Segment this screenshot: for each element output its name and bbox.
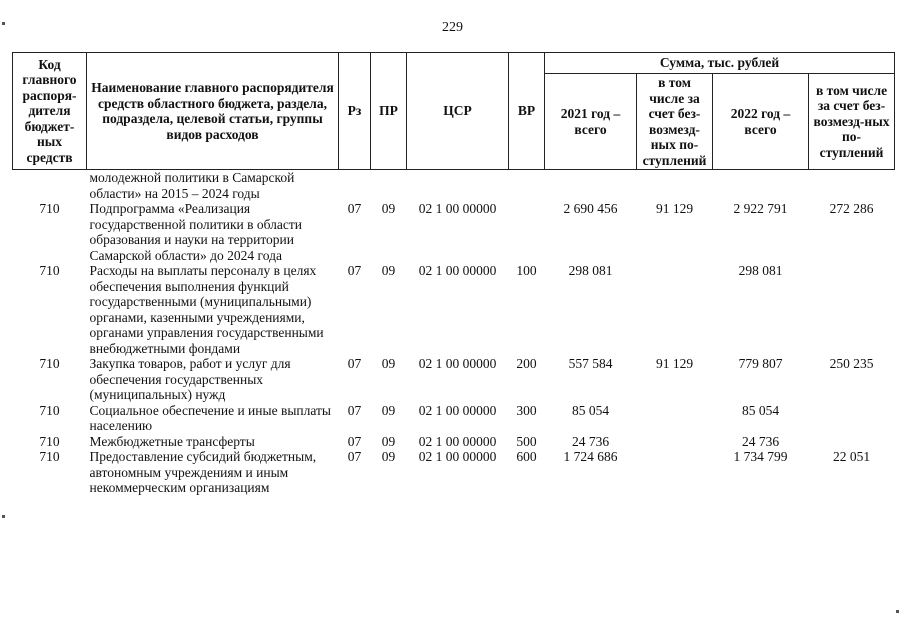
cell-2021-total: 298 081: [568, 263, 613, 278]
cell-2021-total: 24 736: [571, 433, 610, 449]
table-row: [13, 170, 895, 202]
cell-2021-total: 2 690 456: [563, 201, 618, 216]
cell-pr: [371, 170, 407, 202]
header-vr: ВР: [509, 53, 545, 170]
cell-pr: 09: [381, 449, 396, 464]
cell-pr: 09: [381, 433, 396, 449]
cell-2022-free: 22 051: [832, 449, 871, 464]
cell-rz: 07: [347, 402, 362, 418]
cell-code: 710: [39, 356, 60, 371]
cell-code: 710: [39, 449, 60, 464]
cell-2021-total: [545, 170, 637, 202]
cell-2021-total: 1 724 686: [563, 449, 618, 464]
cell-name: Закупка товаров, работ и услуг для обеспечения государственных (муниципальных) нужд: [89, 356, 291, 402]
cell-name: Предоставление субсидий бюджетным, автономным учреждениям и иным некоммерческим организациям: [89, 449, 317, 495]
header-csr: ЦСР: [407, 53, 509, 170]
header-rz: Рз: [339, 53, 371, 170]
cell-2022-total: 24 736: [741, 433, 780, 449]
table-row: [13, 449, 895, 496]
cell-2021-total: 85 054: [571, 402, 610, 418]
cell-code: 710: [39, 263, 60, 278]
cell-pr: 09: [381, 263, 396, 278]
cell-name: Межбюджетные трансферты: [89, 433, 255, 449]
cell-2022-free: [809, 170, 895, 202]
table-row: [13, 356, 895, 403]
cell-2022-free: [809, 434, 895, 450]
cell-2022-free: [809, 403, 895, 434]
cell-2022-total: 298 081: [738, 263, 783, 278]
cell-rz: 07: [347, 263, 362, 278]
cell-code: 710: [39, 433, 60, 449]
cell-2022-free: 250 235: [829, 356, 874, 371]
cell-csr: 02 1 00 00000: [418, 263, 497, 278]
cell-2021-free: [637, 170, 713, 202]
cell-name: Социальное обеспечение и иные выплаты населению: [89, 402, 331, 433]
cell-vr: 100: [516, 263, 537, 278]
cell-2022-total: 779 807: [738, 356, 783, 371]
table-header: [13, 53, 895, 170]
cell-rz: 07: [347, 433, 362, 449]
cell-name: Подпрограмма «Реализация государственной политики в области образования и науки на территории Самарской области» до 2024 года: [89, 201, 303, 263]
cell-vr: 200: [516, 356, 537, 371]
cell-2021-free: 91 129: [655, 356, 694, 371]
header-2021-total: 2021 год – всего: [545, 74, 637, 170]
header-name: Наименование главного распорядителя средств областного бюджета, раздела, подраздела, целевой статьи, группы видов расходов: [87, 53, 339, 170]
cell-2022-total: 1 734 799: [733, 449, 788, 464]
cell-csr: 02 1 00 00000: [418, 402, 497, 418]
cell-csr: 02 1 00 00000: [418, 449, 497, 464]
cell-rz: 07: [347, 356, 362, 371]
cell-2022-total: [713, 170, 809, 202]
cell-vr: 600: [516, 449, 537, 464]
table-row: [13, 434, 895, 450]
table-row: [13, 263, 895, 356]
cell-code: [13, 170, 87, 202]
page-number: 229: [442, 20, 463, 35]
cell-rz: [339, 170, 371, 202]
table-row: [13, 201, 895, 263]
table-body: [13, 170, 895, 496]
cell-pr: 09: [381, 356, 396, 371]
cell-vr: 300: [516, 402, 537, 418]
cell-2021-total: 557 584: [568, 356, 613, 371]
cell-code: 710: [39, 201, 60, 216]
cell-2022-total: 85 054: [741, 402, 780, 418]
scan-mark: [896, 610, 899, 613]
cell-vr: 500: [516, 433, 537, 449]
budget-table: [12, 52, 895, 496]
cell-2022-free: [809, 263, 895, 356]
cell-name: молодежной политики в Самарской области» на 2015 – 2024 годы: [89, 170, 295, 201]
scan-mark: [2, 515, 5, 518]
cell-2021-free: [637, 449, 713, 496]
cell-csr: 02 1 00 00000: [418, 433, 497, 449]
cell-csr: 02 1 00 00000: [418, 201, 497, 216]
header-sum: Сумма, тыс. рублей: [545, 53, 895, 74]
cell-2021-free: [637, 263, 713, 356]
cell-2022-total: 2 922 791: [733, 201, 788, 216]
cell-2021-free: [637, 434, 713, 450]
header-code: Код главного распоря-дителя бюджет-ных средств: [13, 53, 87, 170]
header-2022-total: 2022 год – всего: [713, 74, 809, 170]
table-row: [13, 403, 895, 434]
cell-rz: 07: [347, 449, 362, 464]
cell-csr: 02 1 00 00000: [418, 356, 497, 371]
header-2022-free: в том числе за счет без-возмезд-ных по-ступлений: [809, 74, 895, 170]
cell-2021-free: [637, 403, 713, 434]
cell-pr: 09: [381, 402, 396, 418]
cell-pr: 09: [381, 201, 396, 216]
header-2021-free: в том числе за счет без-возмезд-ных по-ступлений: [637, 74, 713, 170]
header-pr: ПР: [371, 53, 407, 170]
cell-vr: [509, 170, 545, 202]
cell-name: Расходы на выплаты персоналу в целях обеспечения выполнения функций государственными (муниципальными) органами, казенными учреждениями, органами управления государственными внебюджетными фондами: [89, 263, 324, 356]
cell-code: 710: [39, 402, 60, 418]
cell-vr: [509, 201, 545, 263]
cell-2021-free: 91 129: [655, 201, 694, 216]
cell-csr: [407, 170, 509, 202]
cell-2022-free: 272 286: [829, 201, 874, 216]
scan-mark: [2, 22, 5, 25]
cell-rz: 07: [347, 201, 362, 216]
